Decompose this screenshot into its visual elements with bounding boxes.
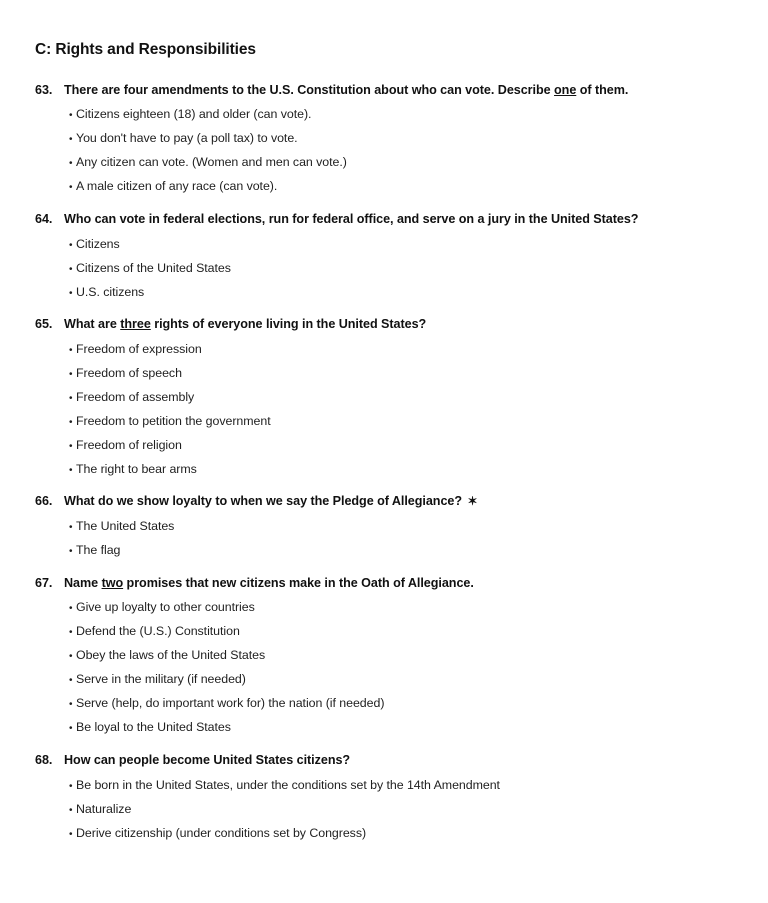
answer-text: Citizens eighteen (18) and older (can vote). (76, 107, 312, 122)
bullet-icon: • (69, 287, 73, 299)
question-text-before: What do we show loyalty to when we say the Pledge of Allegiance? (64, 494, 466, 509)
qa-block (35, 212, 732, 300)
answer-text: U.S. citizens (76, 284, 145, 299)
bullet-icon: • (69, 780, 73, 792)
answer-text: Citizens of the United States (76, 260, 231, 275)
qa-block (35, 753, 732, 841)
list-item (69, 648, 732, 664)
bullet-icon: • (69, 723, 73, 735)
question-row (35, 83, 732, 99)
question-text-after: promises that new citizens make in the Oath of Allegiance. (123, 575, 474, 590)
qa-block (35, 576, 732, 736)
answer-text: The flag (76, 543, 121, 558)
bullet-icon: • (69, 392, 73, 404)
answer-list (35, 237, 732, 301)
question-number: 66. (35, 494, 53, 509)
bullet-icon: • (69, 134, 73, 146)
bullet-icon: • (69, 368, 73, 380)
bullet-icon: • (69, 416, 73, 428)
list-item (69, 826, 732, 842)
list-item (69, 155, 732, 171)
list-item (69, 285, 732, 301)
list-item (69, 696, 732, 712)
bullet-icon: • (69, 440, 73, 452)
question-number: 67. (35, 575, 53, 590)
list-item (69, 342, 732, 358)
question-text (64, 317, 732, 333)
bullet-icon: • (69, 804, 73, 816)
bullet-icon: • (69, 464, 73, 476)
question-text (64, 753, 732, 769)
question-text-before: There are four amendments to the U.S. Constitution about who can vote. Describe (64, 82, 555, 97)
question-text-after: rights of everyone living in the United States? (150, 317, 427, 332)
question-number: 68. (35, 752, 53, 767)
list-item (69, 179, 732, 195)
list-item (69, 366, 732, 382)
question-row (35, 494, 732, 510)
answer-text: Defend the (U.S.) Constitution (76, 624, 240, 639)
bullet-icon: • (69, 182, 73, 194)
question-text (64, 494, 732, 510)
qa-block (35, 83, 732, 195)
answer-text: Freedom to petition the government (76, 413, 271, 428)
answer-text: Freedom of religion (76, 437, 182, 452)
list-item (69, 261, 732, 277)
question-emphasis: three (120, 317, 151, 332)
bullet-icon: • (69, 603, 73, 615)
question-text (64, 576, 732, 592)
question-row (35, 576, 732, 592)
answer-text: Give up loyalty to other countries (76, 600, 255, 615)
list-item (69, 543, 732, 559)
bullet-icon: • (69, 699, 73, 711)
list-item (69, 672, 732, 688)
bullet-icon: • (69, 546, 73, 558)
qa-block (35, 317, 732, 477)
answer-text: Obey the laws of the United States (76, 648, 266, 663)
answer-list (35, 342, 732, 478)
bullet-icon: • (69, 828, 73, 840)
answer-text: Citizens (76, 236, 120, 251)
bullet-icon: • (69, 239, 73, 251)
answer-list (35, 600, 732, 736)
question-text-after: of them. (576, 82, 629, 97)
answer-list (35, 107, 732, 195)
bullet-icon: • (69, 110, 73, 122)
answer-text: Serve in the military (if needed) (76, 672, 246, 687)
bullet-icon: • (69, 675, 73, 687)
list-item (69, 519, 732, 535)
question-row (35, 753, 732, 769)
question-number: 65. (35, 317, 53, 332)
list-item (69, 462, 732, 478)
question-text-before: What are (64, 317, 121, 332)
question-text (64, 83, 732, 99)
list-item (69, 720, 732, 736)
star-icon: ✶ (467, 494, 478, 509)
questions-list (35, 83, 732, 841)
answer-text: Naturalize (76, 801, 132, 816)
answer-text: Be born in the United States, under the conditions set by the 14th Amendment (76, 777, 500, 792)
answer-text: A male citizen of any race (can vote). (76, 179, 278, 194)
bullet-icon: • (69, 522, 73, 534)
list-item (69, 802, 732, 818)
list-item (69, 414, 732, 430)
bullet-icon: • (69, 651, 73, 663)
question-text-before: How can people become United States citizens? (64, 752, 351, 767)
list-item (69, 390, 732, 406)
question-number: 64. (35, 211, 53, 226)
answer-text: Derive citizenship (under conditions set by Congress) (76, 825, 367, 840)
answer-text: Serve (help, do important work for) the nation (if needed) (76, 696, 385, 711)
list-item (69, 107, 732, 123)
answer-text: The United States (76, 519, 175, 534)
answer-text: Freedom of expression (76, 341, 202, 356)
answer-text: Any citizen can vote. (Women and men can vote.) (76, 155, 347, 170)
list-item (69, 600, 732, 616)
list-item (69, 237, 732, 253)
list-item (69, 778, 732, 794)
answer-text: Freedom of assembly (76, 389, 195, 404)
question-text-before: Name (64, 575, 102, 590)
answer-text: Be loyal to the United States (76, 720, 231, 735)
qa-block (35, 494, 732, 558)
bullet-icon: • (69, 344, 73, 356)
answer-text: You don't have to pay (a poll tax) to vote. (76, 131, 298, 146)
bullet-icon: • (69, 158, 73, 170)
list-item (69, 131, 732, 147)
answer-text: The right to bear arms (76, 461, 197, 476)
question-text-before: Who can vote in federal elections, run for federal office, and serve on a jury in the United States? (64, 211, 639, 226)
answer-list (35, 778, 732, 842)
question-row (35, 212, 732, 228)
answer-list (35, 519, 732, 559)
bullet-icon: • (69, 263, 73, 275)
question-emphasis: two (101, 575, 124, 590)
question-emphasis: one (554, 82, 577, 97)
page-title: C: Rights and Responsibilities (35, 41, 256, 58)
list-item (69, 438, 732, 454)
question-text (64, 212, 732, 228)
answer-text: Freedom of speech (76, 365, 182, 380)
bullet-icon: • (69, 627, 73, 639)
question-row (35, 317, 732, 333)
list-item (69, 624, 732, 640)
question-number: 63. (35, 82, 53, 97)
